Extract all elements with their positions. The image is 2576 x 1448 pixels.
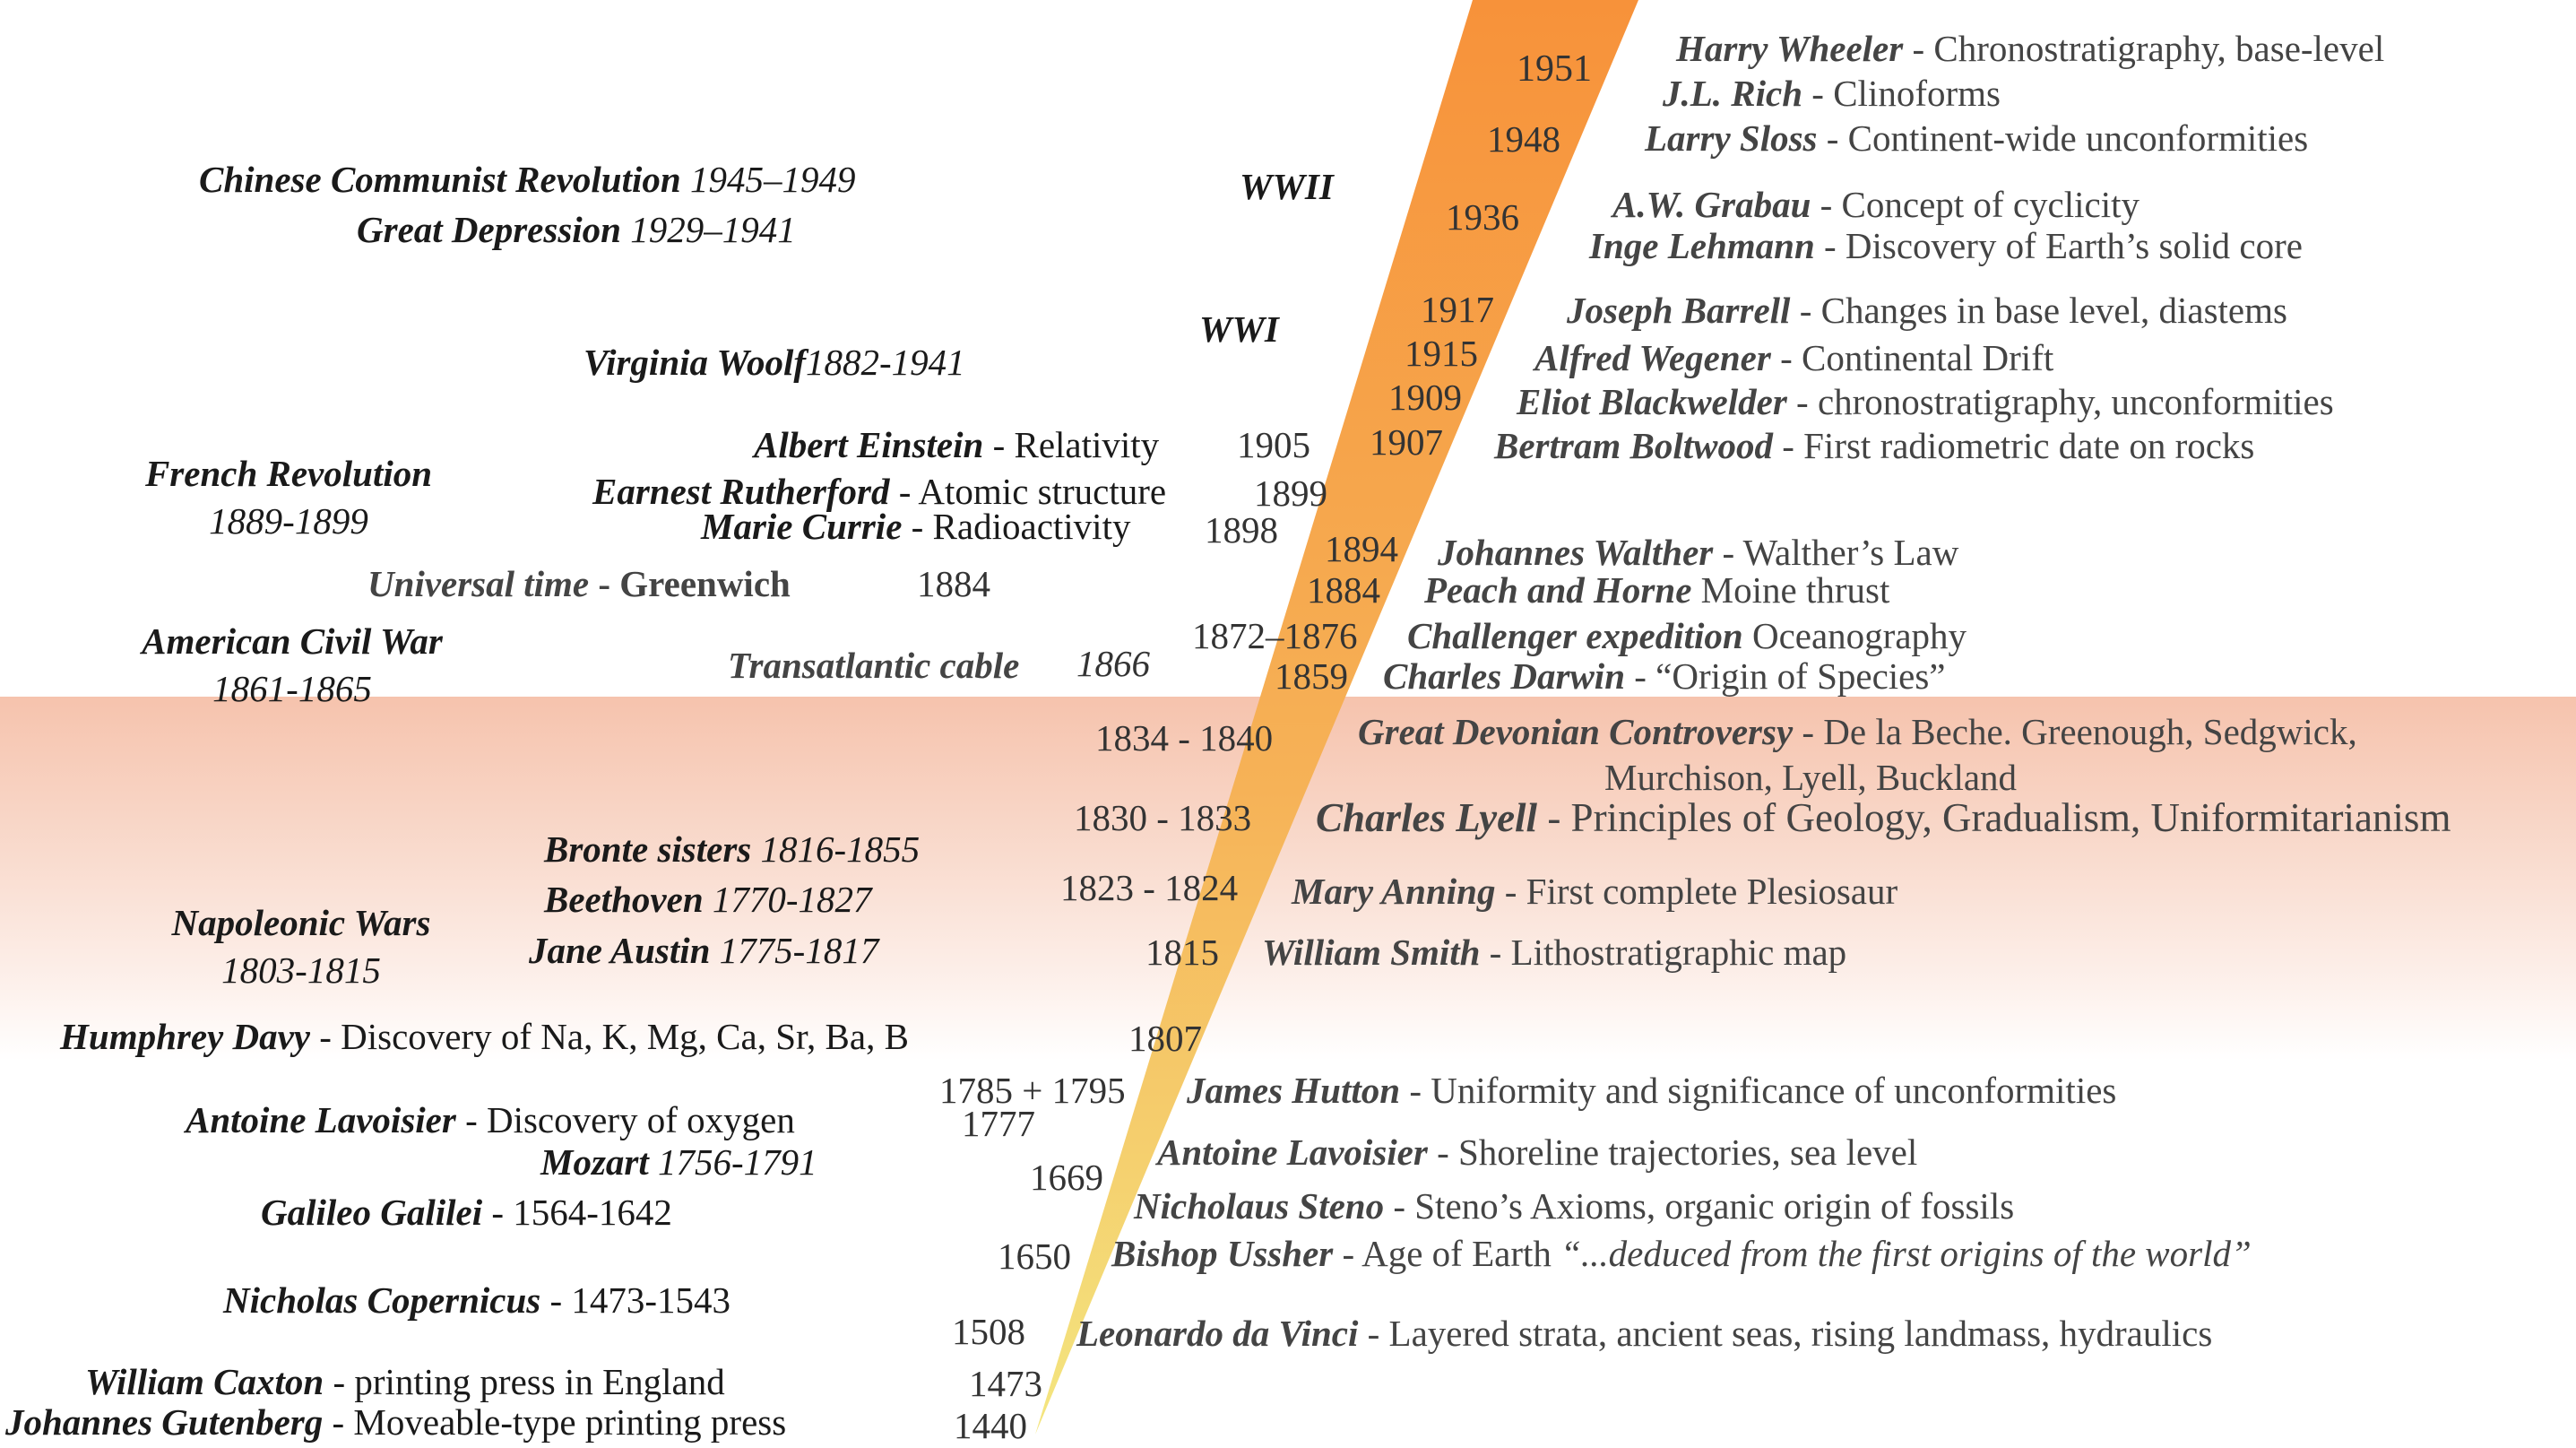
event-virginia-woolf: Virginia Woolf1882-1941 — [583, 342, 965, 383]
year-einstein: 1905 — [1237, 424, 1310, 465]
event-copernicus: Nicholas Copernicus - 1473-1543 — [223, 1279, 731, 1321]
geology-event — [1517, 381, 2334, 422]
geology-event-desc: - First complete Plesiosaur — [1495, 871, 1898, 912]
geology-event-name: Johannes Walther — [1438, 532, 1714, 573]
geology-event — [1645, 117, 2309, 159]
event-bronte-sisters: Bronte sisters 1816-1855 — [544, 828, 921, 870]
event-wwii: WWII — [1240, 166, 1334, 207]
year-gutenberg: 1440 — [954, 1405, 1027, 1446]
geology-event-desc: - Shoreline trajectories, sea level — [1427, 1132, 1918, 1173]
geology-event-desc: Moine thrust — [1691, 569, 1890, 611]
geology-year: 1859 — [1275, 655, 1348, 697]
geology-event — [1292, 873, 1897, 910]
geology-year: 1884 — [1307, 569, 1380, 611]
geology-year: 1650 — [998, 1236, 1071, 1277]
event-gutenberg: Johannes Gutenberg - Moveable-type printing press — [5, 1401, 787, 1443]
geology-event-name: Peach and Horne — [1424, 569, 1692, 611]
geology-event-desc: - Changes in base level, diastems — [1790, 290, 2287, 331]
event-lavoisier-oxygen: Antoine Lavoisier - Discovery of oxygen — [186, 1099, 795, 1140]
geology-year: 1823 - 1824 — [1060, 867, 1239, 908]
event-einstein: Albert Einstein - Relativity — [754, 424, 1160, 465]
event-mozart: Mozart 1756-1791 — [540, 1141, 817, 1183]
geology-event — [1316, 795, 2451, 840]
geology-event-name: Antoine Lavoisier — [1157, 1132, 1428, 1173]
geology-event-quote: “...deduced from the first origins of the world” — [1560, 1233, 2252, 1274]
event-transatlantic-cable: Transatlantic cable — [728, 645, 1020, 686]
event-humphrey-davy: Humphrey Davy - Discovery of Na, K, Mg, Ca, Sr, Ba, B — [60, 1016, 909, 1057]
geology-year: 1785 + 1795 — [939, 1070, 1126, 1111]
geology-event-name: J.L. Rich — [1663, 73, 1803, 114]
geology-event — [1567, 292, 2287, 329]
geology-event — [1262, 934, 1846, 971]
geology-event — [1358, 711, 2357, 752]
geology-event-name: Great Devonian Controversy — [1358, 711, 1794, 752]
geology-event-desc-continued: Murchison, Lyell, Buckland — [1604, 757, 2018, 798]
geology-year: 1915 — [1405, 333, 1478, 374]
geology-event-name: Charles Darwin — [1383, 655, 1626, 697]
geology-event-desc: - Continent-wide unconformities — [1817, 117, 2309, 159]
geology-year: 1815 — [1145, 932, 1219, 973]
geology-event-desc: - “Origin of Species” — [1625, 655, 1946, 697]
geology-event-desc: - Layered strata, ancient seas, rising landmass, hydraulics — [1358, 1313, 2213, 1354]
geology-year: 1834 - 1840 — [1095, 717, 1274, 759]
geology-year: 1872–1876 — [1192, 615, 1358, 656]
year-universal-time: 1884 — [917, 563, 990, 604]
geology-event-name: Nicholaus Steno — [1134, 1185, 1385, 1227]
geology-event — [1111, 1233, 2252, 1274]
geology-event — [1438, 534, 1958, 571]
geology-event-desc: - First radiometric date on rocks — [1772, 425, 2255, 466]
event-curie: Marie Currie - Radioactivity — [701, 506, 1131, 547]
geology-event-desc: - Age of Earth — [1333, 1233, 1561, 1274]
geology-year: 1669 — [1030, 1157, 1103, 1198]
geology-event-name: Eliot Blackwelder — [1517, 381, 1787, 422]
geology-year: 1830 - 1833 — [1074, 797, 1252, 838]
geology-event-name: Charles Lyell — [1316, 795, 1538, 840]
geology-year: 1909 — [1388, 377, 1462, 418]
geology-event-name: A.W. Grabau — [1612, 184, 1811, 225]
geology-event-desc: - Discovery of Earth’s solid core — [1814, 225, 2303, 266]
geology-event-name: James Hutton — [1187, 1070, 1401, 1111]
geology-event — [1612, 186, 2139, 223]
event-rutherford: Earnest Rutherford - Atomic structure — [592, 471, 1167, 512]
geology-year: 1936 — [1446, 196, 1519, 238]
geology-event-desc: - De la Beche. Greenough, Sedgwick, — [1793, 711, 2357, 752]
geology-event-name: Joseph Barrell — [1567, 290, 1791, 331]
year-curie: 1898 — [1205, 509, 1278, 551]
geology-event — [1676, 30, 2384, 67]
event-french-revolution: French Revolution 1889-1899 — [144, 453, 433, 542]
geology-event-name: Alfred Wegener — [1534, 337, 1771, 378]
geology-year: 1807 — [1128, 1018, 1202, 1059]
event-chinese-revolution: Chinese Communist Revolution 1945–1949 — [199, 159, 856, 200]
year-transatlantic-cable: 1866 — [1076, 643, 1150, 684]
geology-event-desc: - Lithostratigraphic map — [1480, 932, 1847, 973]
geology-event — [1663, 75, 2001, 112]
geology-year: 1917 — [1421, 289, 1494, 330]
geology-event-name: Leonardo da Vinci — [1076, 1313, 1359, 1354]
geology-event-desc: - Steno’s Axioms, organic origin of fossils — [1384, 1185, 2015, 1227]
geology-event — [1424, 569, 1890, 611]
event-beethoven: Beethoven 1770-1827 — [544, 879, 872, 920]
geology-event — [1534, 337, 2054, 378]
geology-event — [1589, 225, 2303, 266]
geology-event-desc: - chronostratigraphy, unconformities — [1786, 381, 2334, 422]
geology-year: 1508 — [952, 1311, 1025, 1352]
geology-event-desc: - Clinoforms — [1802, 73, 2001, 114]
year-caxton: 1473 — [969, 1363, 1042, 1404]
event-caxton: William Caxton - printing press in England — [85, 1361, 725, 1402]
geology-event-desc: - Continental Drift — [1770, 337, 2054, 378]
geology-year: 1894 — [1325, 528, 1398, 569]
geology-event-name: William Smith — [1262, 932, 1481, 973]
event-galileo: Galileo Galilei - 1564-1642 — [261, 1192, 672, 1233]
geology-event — [1157, 1134, 1917, 1171]
event-wwi: WWI — [1199, 308, 1279, 350]
event-universal-time: Universal time - Greenwich — [367, 563, 791, 604]
geology-event — [1407, 615, 1967, 656]
geology-event-name: Mary Anning — [1292, 871, 1496, 912]
geology-year: 1951 — [1517, 48, 1592, 90]
geology-event-name: Harry Wheeler — [1676, 28, 1904, 69]
geology-event — [1076, 1315, 2212, 1352]
geology-event — [1383, 655, 1946, 697]
geology-year: 1948 — [1487, 118, 1560, 160]
geology-event-name: Bishop Ussher — [1111, 1233, 1334, 1274]
geology-event-name: Challenger expedition — [1407, 615, 1743, 656]
geology-year: 1907 — [1370, 421, 1443, 463]
geology-event-desc: Oceanography — [1742, 615, 1967, 656]
event-great-depression: Great Depression 1929–1941 — [357, 209, 796, 250]
geology-event-name: Inge Lehmann — [1589, 225, 1815, 266]
geology-event — [1494, 425, 2255, 466]
geology-event-desc: - Principles of Geology, Gradualism, Uniformitarianism — [1537, 795, 2451, 840]
event-american-civil-war: American Civil War 1861-1865 — [142, 620, 443, 709]
geology-event-name: Bertram Boltwood — [1494, 425, 1773, 466]
geology-event-desc: - Chronostratigraphy, base-level — [1903, 28, 2385, 69]
event-jane-austin: Jane Austin 1775-1817 — [529, 930, 879, 971]
year-lavoisier-oxygen: 1777 — [962, 1103, 1035, 1144]
geology-event-desc: - Concept of cyclicity — [1811, 184, 2139, 225]
geology-event — [1187, 1072, 2116, 1109]
geology-event — [1134, 1185, 2015, 1227]
geology-event-name: Larry Sloss — [1645, 117, 1818, 159]
geology-event-desc: - Walther’s Law — [1713, 532, 1959, 573]
geology-event-desc: - Uniformity and significance of unconformities — [1400, 1070, 2117, 1111]
year-rutherford: 1899 — [1254, 473, 1327, 514]
event-napoleonic-wars: Napoleonic Wars 1803-1815 — [171, 902, 431, 991]
